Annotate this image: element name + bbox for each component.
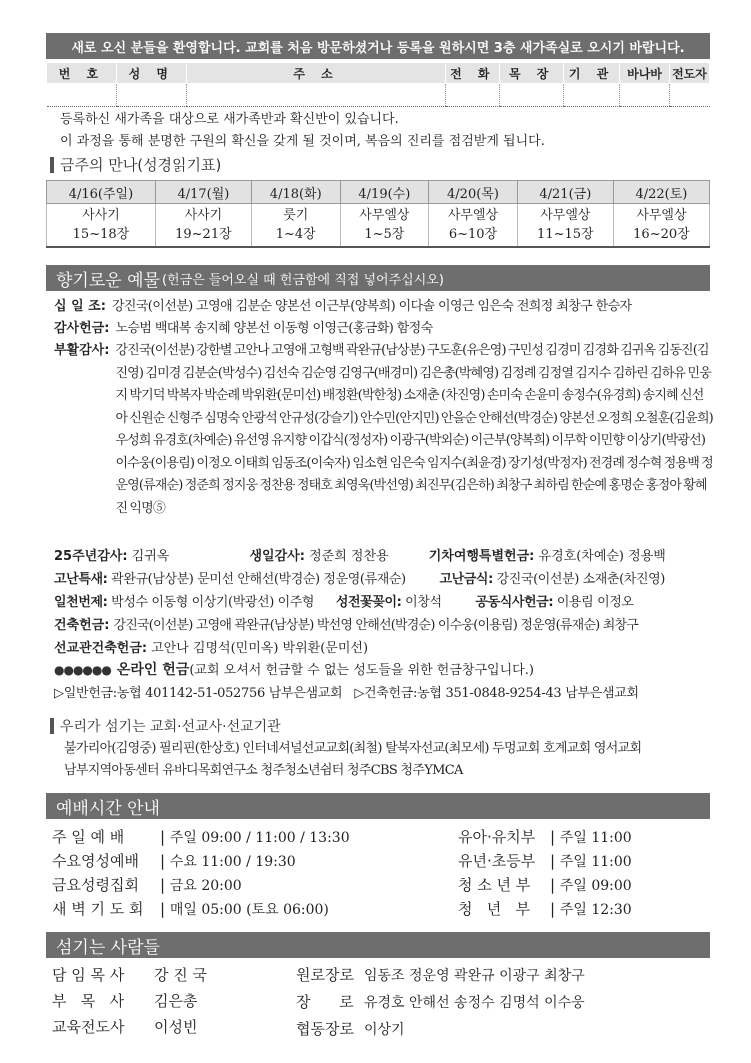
building-label: 건축헌금: xyxy=(54,618,110,633)
bible-passage xyxy=(251,204,340,248)
online-offering-title: 온라인 헌금 xyxy=(116,662,190,678)
worship-item xyxy=(458,874,632,898)
bible-date: 4/21(금) xyxy=(517,181,613,204)
online-offering-desc: (교회 오셔서 헌금할 수 없는 성도들을 위한 헌금창구입니다.) xyxy=(189,663,534,678)
barnabas-cell[interactable] xyxy=(620,84,670,107)
worship-name: 유아·유치부 xyxy=(458,828,536,846)
bible-date: 4/22(토) xyxy=(613,181,709,204)
worship-time: 주일 11:00 xyxy=(559,854,632,870)
staff-name: 김은총 xyxy=(154,992,198,1010)
number-cell[interactable] xyxy=(47,84,117,107)
worship-name: 청 년 부 xyxy=(458,900,531,918)
mission-building-names: 고안나 김명석(민미옥) 박위환(문미선) xyxy=(151,641,369,656)
header-department: 기 관 xyxy=(564,63,620,84)
bible-date: 4/17(월) xyxy=(155,181,251,204)
thanks-label: 감사헌금: xyxy=(54,321,110,336)
staff-item xyxy=(296,989,585,1016)
bible-date-row xyxy=(47,181,710,204)
address-cell[interactable] xyxy=(186,84,446,107)
meal-offering-label: 공동식사헌금: xyxy=(475,595,554,610)
welcome-banner xyxy=(46,33,710,59)
separator: | xyxy=(160,828,170,846)
staff-role: 원로장로 xyxy=(296,966,354,984)
header-address: 주 소 xyxy=(186,63,446,84)
passion-fast-names: 강진국(이선분) 소재춘(차진영) xyxy=(496,572,665,587)
header-group: 목 장 xyxy=(500,63,564,84)
department-cell[interactable] xyxy=(564,84,620,107)
worship-time: 매일 05:00 (토요 06:00) xyxy=(169,902,329,918)
worship-time: 주일 09:00 xyxy=(559,878,632,894)
staff-name: 유경호 안해선 송정수 김명석 이수웅 xyxy=(364,995,585,1011)
anniversary-label: 25주년감사: xyxy=(54,549,128,564)
online-offering-row xyxy=(54,660,714,681)
general-account: ▷일반헌금:농협 401142-51-052756 남부은샘교회 xyxy=(54,686,343,701)
worship-item xyxy=(458,850,632,874)
birthday-label: 생일감사: xyxy=(249,549,305,564)
staff-role: 교육전도사 xyxy=(52,1018,125,1036)
people-title: 섬기는 사람들 xyxy=(56,937,160,958)
worship-item xyxy=(458,898,632,922)
mission-building-label: 선교관건축헌금: xyxy=(54,641,148,656)
serving-line-2: 남부지역아동센터 유바디목회연구소 청주청소년쉼터 청주CBS 청주YMCA xyxy=(64,763,463,778)
header-barnabas: 바나바 xyxy=(620,63,670,84)
bible-passage xyxy=(155,204,251,248)
people-section-header xyxy=(46,932,710,958)
staff-item xyxy=(296,962,585,989)
separator: | xyxy=(160,900,170,918)
staff-item xyxy=(296,1016,585,1043)
worship-item xyxy=(52,898,350,922)
newcomer-note-1: 등록하신 새가족을 대상으로 새가족반과 확신반이 있습니다. xyxy=(60,112,399,127)
separator: | xyxy=(550,876,560,894)
flower-names: 이창석 xyxy=(405,595,442,610)
passion-row xyxy=(54,569,714,590)
staff-role: 부 목 사 xyxy=(52,992,125,1010)
serving-line-1: 불가리아(김영중) 필리핀(한상호) 인터네셔널선교교회(최철) 탈북자선교(최모세) 두멍교회 호계교회 영서교회 xyxy=(64,741,642,756)
bible-book: 사무엘상 xyxy=(447,208,499,223)
easter-names: 강진국(이선분) 강한별 고안나 고영애 고형백 곽완규(남상분) 구도훈(유은영) 구민성 김경미 김경화 김귀옥 김동진(김진영) 김미경 김분순(박성수) 김선숙 김순영 김영구(배경미) 김은총(박혜영) 김정례 김정열 김지수 김하린 김하유 민웅지 박기덕 박복자 박순례 박위환(문미선) 배정환(박한청) 소재춘 (차진영) 손미숙 손윤미 송정수(유경희) 송지혜 신선아 신원순 신형주 심명숙 안광석 안규성(강슬기) 안수민(안지민) 안을순 안해선(박경순) 양본선 오정희 오철훈(김윤희) 우성희 유경호(차예순) 유선영 유지향 이갑식(정성자) 이광구(박외순) 이근부(양복희) 이무학 이민향 이상기(박광선) 이수웅(이용림) 이정오 이태희 임동조(이숙자) 임소현 임은숙 임지수(최윤경) 장기성(박정자) 전경례 정수혁 정용백 정운영(류재순) 정준희 정지웅 정찬용 정태호 최영욱(박선영) 최진무(김은하) 최창구 최하림 한순예 홍명순 홍정아 황혜진 익명⑤ xyxy=(115,343,713,516)
tithe-names: 강진국(이선분) 고영애 김분순 양본선 이근부(양복희) 이다솔 이영근 임은숙 전희정 최창구 한승자 xyxy=(111,299,632,314)
separator: | xyxy=(160,876,170,894)
phone-cell[interactable] xyxy=(446,84,500,107)
heading-bar xyxy=(50,157,54,173)
bible-book: 사무엘상 xyxy=(636,208,687,223)
thousand-offering-names: 박성수 이동형 이상기(박광선) 이주형 xyxy=(111,595,315,610)
bible-range: 16~20장 xyxy=(633,227,690,242)
staff-name: 임동조 정운영 곽완규 이광구 최창구 xyxy=(364,968,585,984)
bible-range: 19~21장 xyxy=(175,227,232,242)
staff-name: 이성빈 xyxy=(154,1018,198,1036)
mission-building-row xyxy=(54,638,714,659)
building-names: 강진국(이선분) 고영애 곽완규(남상분) 박선영 안해선(박경순) 이수웅(이용림) 정운영(류재순) 최창구 xyxy=(113,618,639,633)
worship-section-header xyxy=(46,793,710,819)
account-row xyxy=(54,683,714,704)
easter-row xyxy=(54,340,714,520)
bible-book: 사사기 xyxy=(184,208,223,223)
special-thanks-row xyxy=(54,546,714,567)
worship-schedule-youth xyxy=(458,826,632,922)
train-trip-label: 기차여행특별헌금: xyxy=(428,549,535,564)
serving-title: 우리가 섬기는 교회·선교사·선교기관 xyxy=(60,719,281,735)
bible-passage-row xyxy=(47,204,710,248)
bible-range: 1~5장 xyxy=(364,227,405,242)
bible-passage xyxy=(613,204,709,248)
worship-item xyxy=(52,826,350,850)
flower-label: 성전꽃꽂이: xyxy=(335,595,402,610)
passion-dawn-names: 곽완규(남상분) 문미선 안해선(박경순) 정운영(류재순) xyxy=(111,572,406,587)
meal-offering-names: 이용림 이정오 xyxy=(556,595,634,610)
worship-time: 주일 12:30 xyxy=(559,902,632,918)
worship-time: 수요 11:00 / 19:30 xyxy=(169,854,296,870)
bible-reading-heading xyxy=(50,154,221,175)
worship-time: 금요 20:00 xyxy=(169,878,242,894)
dots-icon: ●●●●●● xyxy=(54,663,111,677)
building-account: ▷건축헌금:농협 351-0848-9254-43 남부은샘교회 xyxy=(354,686,639,701)
serving-heading xyxy=(50,716,281,736)
bible-book: 사무엘상 xyxy=(540,208,591,223)
elder-list xyxy=(296,962,585,1043)
worship-title: 예배시간 안내 xyxy=(56,798,160,819)
building-row xyxy=(54,615,714,636)
staff-item xyxy=(52,1014,207,1040)
staff-name: 강 진 국 xyxy=(154,966,208,984)
header-phone: 전 화 xyxy=(446,63,500,84)
worship-name: 주 일 예 배 xyxy=(52,828,125,846)
bible-range: 6~10장 xyxy=(448,227,498,242)
bible-reading-table xyxy=(46,180,710,248)
header-name: 성 명 xyxy=(116,63,186,84)
worship-item xyxy=(52,850,350,874)
worship-item xyxy=(458,826,632,850)
thousand-offering-row xyxy=(54,592,714,613)
thanks-names: 노승범 백대복 송지혜 양본선 이동형 이영근(홍금화) 함정숙 xyxy=(115,321,433,336)
birthday-names: 정준희 정찬용 xyxy=(309,549,389,564)
staff-item xyxy=(52,962,207,988)
bible-date: 4/19(수) xyxy=(340,181,429,204)
worship-name: 새 벽 기 도 회 xyxy=(52,900,144,918)
evangelist-cell[interactable] xyxy=(669,84,709,107)
worship-time: 주일 09:00 / 11:00 / 13:30 xyxy=(169,830,350,846)
separator: | xyxy=(550,828,560,846)
bible-date: 4/20(목) xyxy=(429,181,518,204)
thanks-row xyxy=(54,318,714,339)
name-cell[interactable] xyxy=(116,84,186,107)
separator: | xyxy=(550,852,560,870)
bible-book: 사무엘상 xyxy=(359,208,410,223)
tithe-label: 십 일 조: xyxy=(54,299,106,314)
bible-passage xyxy=(517,204,613,248)
worship-name: 유년·초등부 xyxy=(458,852,536,870)
registration-table xyxy=(46,63,710,107)
header-evangelist: 전도자 xyxy=(669,63,709,84)
offering-subtitle: (헌금은 들어오실 때 헌금함에 직접 넣어주십시오) xyxy=(161,272,444,288)
easter-label: 부활감사: xyxy=(54,343,110,358)
worship-time: 주일 11:00 xyxy=(559,830,632,846)
worship-name: 청 소 년 부 xyxy=(458,876,531,894)
bible-date: 4/16(주일) xyxy=(47,181,156,204)
bible-range: 11~15장 xyxy=(537,227,594,242)
bible-passage xyxy=(340,204,429,248)
passion-dawn-label: 고난특새: xyxy=(54,572,108,587)
separator: | xyxy=(160,852,170,870)
staff-name: 이상기 xyxy=(364,1022,405,1038)
separator: | xyxy=(550,900,560,918)
bible-date: 4/18(화) xyxy=(251,181,340,204)
worship-name: 금요성령집회 xyxy=(52,876,139,894)
bible-passage xyxy=(47,204,156,248)
newcomer-note-2: 이 과정을 통해 분명한 구원의 확신을 갖게 될 것이며, 복음의 진리를 점검받게 됩니다. xyxy=(60,134,545,149)
registration-header xyxy=(47,63,710,84)
heading-bar xyxy=(50,718,54,734)
welcome-text: 새로 오신 분들을 환영합니다. 교회를 처음 방문하셨거나 등록을 원하시면 3층 새가족실로 오시기 바랍니다. xyxy=(71,40,685,56)
train-trip-names: 유경호(차예순) 정용백 xyxy=(538,549,666,564)
pastor-list xyxy=(52,962,207,1040)
passion-fast-label: 고난금식: xyxy=(439,572,493,587)
staff-item xyxy=(52,988,207,1014)
bible-reading-title: 금주의 만나(성경읽기표) xyxy=(60,156,222,174)
worship-schedule-main xyxy=(52,826,350,922)
worship-item xyxy=(52,874,350,898)
bible-book: 룻기 xyxy=(283,208,309,223)
bible-book: 사사기 xyxy=(82,208,120,223)
offering-section-header xyxy=(46,265,710,291)
staff-role: 담 임 목 사 xyxy=(52,966,125,984)
tithe-row xyxy=(54,296,714,317)
registration-blank-row[interactable] xyxy=(47,84,710,107)
offering-title: 향기로운 예물 xyxy=(56,270,160,291)
bible-passage xyxy=(429,204,518,248)
worship-name: 수요영성예배 xyxy=(52,852,139,870)
header-number: 번 호 xyxy=(47,63,117,84)
anniversary-names: 김귀옥 xyxy=(131,549,170,564)
bible-range: 15~18장 xyxy=(72,227,130,242)
staff-role: 장 로 xyxy=(296,993,354,1011)
staff-role: 협동장로 xyxy=(296,1020,354,1038)
bible-range: 1~4장 xyxy=(275,227,316,242)
group-cell[interactable] xyxy=(500,84,564,107)
thousand-offering-label: 일천번제: xyxy=(54,595,108,610)
